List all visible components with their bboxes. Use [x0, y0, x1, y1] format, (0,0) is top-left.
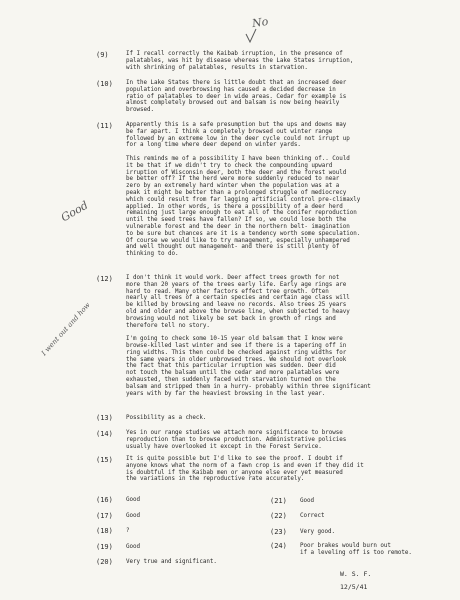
signature-date: 12/5/41	[340, 583, 368, 591]
item-text: Good	[126, 513, 140, 519]
item-number: (23)	[270, 528, 287, 536]
item-number: (15)	[96, 456, 113, 464]
item-text: Good	[126, 497, 140, 503]
item-number: (17)	[96, 512, 113, 520]
item-number: (19)	[96, 543, 113, 551]
item-text: ?	[126, 528, 130, 534]
item-text: Good	[126, 544, 140, 550]
item-text: Very good.	[300, 529, 335, 535]
item-number: (13)	[96, 414, 113, 422]
item-text: Poor brakes would burn out if a leveling off is too remote.	[300, 543, 412, 556]
item-number: (9)	[96, 51, 109, 59]
item-text: It is quite possible but I'd like to see the proof. I doubt if anyone knows what the norm of a fawn crop is and even if they did it is doubtful if the Kaibab men or anyone else ever yet measured the variations in the reproductive rate accurately.	[126, 456, 364, 483]
item-text: In the Lake States there is little doubt that an increased deer population and overbrowsing has caused a decided decrease in ratio of palatables to deer in wide areas. Cedar for example is almost completely browsed out and balsam is now being heavily browsed.	[126, 80, 347, 114]
item-number: (16)	[96, 496, 113, 504]
item-number: (18)	[96, 527, 113, 535]
signature-initials: W. S. F.	[340, 570, 372, 578]
item-text: Good	[300, 498, 314, 504]
item-number: (14)	[96, 430, 113, 438]
item-text: Very true and significant.	[126, 559, 217, 565]
handwritten-margin-note: I went out and how	[40, 301, 92, 358]
item-number: (11)	[96, 122, 113, 130]
item-number: (10)	[96, 80, 113, 88]
item-number: (24)	[270, 542, 287, 550]
item-text: I don't think it would work. Deer affect trees growth for not more than 20 years of the trees early life. Early age rings are hard to read. Many other factors effect tree growth. Often nearly all trees of a certain species and certain age class will be killed by browsing and leave no records. Also trees 25 years old and older and above the browse line, when subjected to heavy browsing would not likely be set back in growth of rings and therefore tell no story. I'm going to check some 10-15 year old balsam that I know were browse-killed last winter and see if there is a tapering off in ring widths. This then could be checked against ring widths for the same years in older unbrowsed trees. We should not overlook the fact that this particular irruption was sudden. Deer did not touch the balsam until the cedar and more palatables were exhausted, then suddenly faced with starvation turned on the balsam and stripped them in a hurry- probably within three significant years with by far the heaviest browsing in the last year.	[126, 275, 371, 397]
item-number: (21)	[270, 497, 287, 505]
item-number: (12)	[96, 275, 113, 283]
item-text: Correct	[300, 513, 325, 519]
checkmark-icon	[244, 28, 258, 44]
item-text: Possibility as a check.	[126, 415, 207, 421]
item-text: If I recall correctly the Kaibab irruption, in the presence of palatables, was hit by disease whereas the Lake States irruption, with shrinking of palatables, results in starvation.	[126, 51, 354, 71]
handwritten-good-mark: Good	[58, 198, 91, 225]
handwritten-no-mark: No	[251, 14, 270, 31]
item-text: Apparently this is a safe presumption but the ups and downs may be far apart. I think a completely browsed out winter range followed by an extreme low in the deer cycle could not irrupt up for a long time where deer depend on winter yards. This reminds me of a possibility I have been thinking of.. Could it be that if we didn't try to check the compounding upward irruption of Wisconsin deer, both the deer and the forest would be better off? If the herd were more suddenly reduced to near zero by an extremely hard winter when the population was at a peak it might be better than a prolonged struggle of mediocrecy which could result from far lagging artificial control pre-climaxly applied. In other words, is there a possibility of a deer herd remaining just large enough to eat all of the conifer reproduction until the seed trees have fallen? If so, we could lose both the vulnerable forest and the deer in the northern belt- imagination to be sure but chances are it is a tendency worth some speculation. Of course we would like to try management, especially unhampered and well thought out management- and there is still plenty of thinking to do.	[126, 122, 361, 258]
item-number: (22)	[270, 512, 287, 520]
item-text: Yes in our range studies we attach more significance to browse reproduction than to browse production. Administrative policies usually have overlooked it except in the Forest Service.	[126, 430, 347, 450]
item-number: (20)	[96, 558, 113, 566]
